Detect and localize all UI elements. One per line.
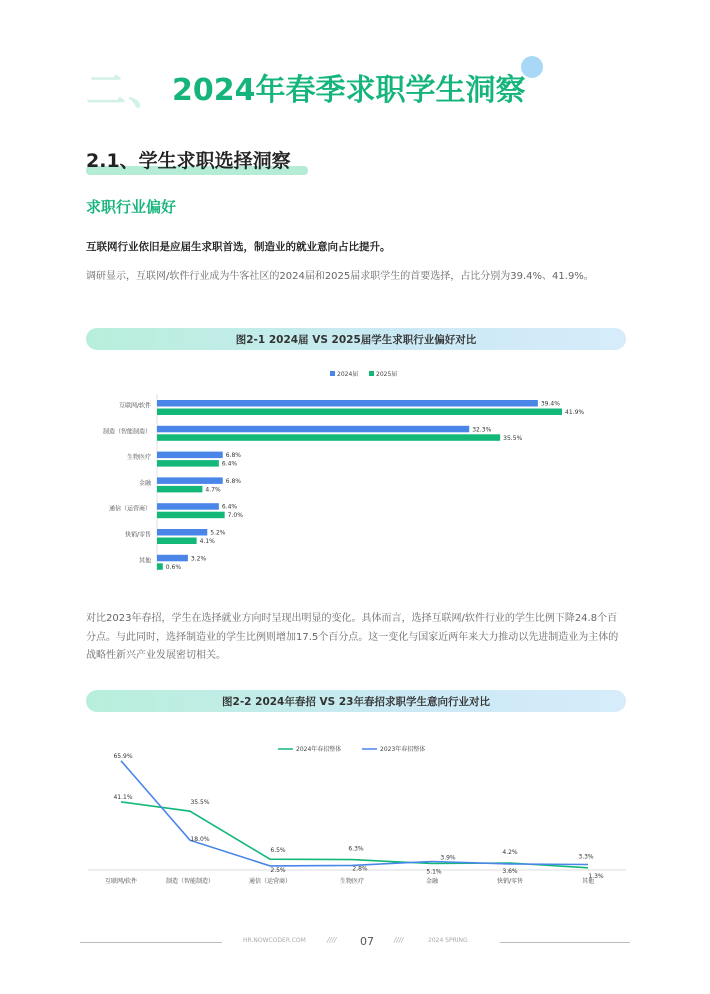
footer-line-right bbox=[500, 942, 630, 943]
bar-0 bbox=[157, 452, 223, 459]
line-value-label: 41.1% bbox=[113, 793, 133, 801]
bar-0 bbox=[157, 503, 219, 510]
category-label: 金融 bbox=[425, 878, 439, 885]
bar-value-label: 6.4% bbox=[221, 460, 238, 468]
category-label: 制造（智能制造） bbox=[165, 878, 215, 885]
line-value-label: 5.1% bbox=[426, 868, 442, 876]
bar-value-label: 5.2% bbox=[210, 529, 226, 537]
category-label: 互联网/软件 bbox=[104, 878, 138, 885]
footer-label: 2024 SPRING bbox=[428, 937, 468, 944]
bar-1 bbox=[157, 512, 225, 519]
chart1-title: 图2-1 2024届 VS 2025届学生求职行业偏好对比 bbox=[86, 328, 626, 350]
line-value-label: 1.3% bbox=[588, 872, 604, 880]
legend-swatch-0 bbox=[330, 371, 335, 376]
bar-1 bbox=[157, 486, 202, 493]
line-chart bbox=[0, 730, 710, 890]
bar-value-label: 6.8% bbox=[225, 452, 241, 460]
line-value-label: 3.6% bbox=[502, 868, 518, 876]
category-label: 快销/零售 bbox=[496, 878, 524, 885]
bar-0 bbox=[157, 529, 207, 536]
line-value-label: 18.0% bbox=[190, 836, 210, 844]
bar-value-label: 0.6% bbox=[165, 563, 182, 571]
line-value-label: 2.8% bbox=[352, 865, 368, 873]
topic-heading: 求职行业偏好 bbox=[86, 198, 177, 216]
category-label: 互联网/软件 bbox=[118, 402, 151, 410]
category-label: 通信（运营商） bbox=[248, 878, 292, 885]
line-value-label: 4.2% bbox=[502, 849, 518, 857]
legend-label-1: 2025届 bbox=[376, 371, 398, 378]
bar-value-label: 39.4% bbox=[540, 400, 560, 408]
legend-swatch-1 bbox=[369, 371, 374, 376]
bar-0 bbox=[157, 555, 188, 562]
footer-separator-right: //// bbox=[394, 936, 404, 944]
bar-0 bbox=[157, 400, 538, 407]
lead-sentence: 互联网行业依旧是应届生求职首选，制造业的就业意向占比提升。 bbox=[86, 241, 391, 253]
category-label: 生物医疗 bbox=[126, 454, 151, 462]
footer-line-left bbox=[80, 942, 222, 943]
category-label: 其他 bbox=[138, 557, 151, 565]
bar-0 bbox=[157, 426, 469, 433]
bar-1 bbox=[157, 409, 562, 416]
category-label: 金融 bbox=[138, 479, 151, 487]
category-label: 其他 bbox=[581, 878, 595, 885]
bar-1 bbox=[157, 460, 219, 467]
section-title: 2024年春季求职学生洞察 bbox=[172, 73, 526, 108]
bar-value-label: 6.8% bbox=[225, 477, 241, 485]
legend-label-1: 2023年春招整体 bbox=[380, 746, 426, 753]
line-value-label: 2.5% bbox=[270, 866, 286, 874]
line-value-label: 6.5% bbox=[270, 847, 286, 855]
category-label: 生物医疗 bbox=[339, 878, 365, 885]
chart2-title: 图2-2 2024年春招 VS 23年春招求职学生意向行业对比 bbox=[86, 690, 626, 712]
footer-separator-left: //// bbox=[327, 936, 337, 944]
legend-label-0: 2024届 bbox=[337, 371, 359, 378]
line-value-label: 6.3% bbox=[348, 845, 364, 853]
bar-chart bbox=[0, 360, 710, 575]
line-value-label: 3.3% bbox=[578, 853, 594, 861]
bar-0 bbox=[157, 477, 223, 484]
bar-value-label: 4.7% bbox=[205, 486, 221, 494]
bar-value-label: 4.1% bbox=[199, 538, 215, 545]
section-header bbox=[86, 62, 526, 112]
category-label: 制造（智能制造） bbox=[102, 428, 151, 436]
bar-value-label: 6.4% bbox=[221, 503, 238, 511]
bar-value-label: 7.0% bbox=[227, 512, 243, 520]
bar-1 bbox=[157, 434, 500, 441]
paragraph-1: 调研显示，互联网/软件行业成为牛客社区的2024届和2025届求职学生的首要选择，占比分别为39.4%、41.9%。 bbox=[86, 271, 594, 282]
line-value-label: 3.9% bbox=[440, 854, 456, 862]
line-value-label: 65.9% bbox=[113, 752, 133, 760]
series-line-0 bbox=[121, 802, 588, 868]
category-label: 快销/零售 bbox=[124, 531, 151, 539]
bar-1 bbox=[157, 563, 163, 570]
bar-value-label: 41.9% bbox=[565, 409, 585, 416]
subsection-title: 2.1、学生求职选择洞察 bbox=[86, 150, 291, 172]
bar-1 bbox=[157, 538, 197, 545]
bar-value-label: 35.5% bbox=[503, 434, 523, 442]
paragraph-2: 对比2023年春招，学生在选择就业方向时呈现出明显的变化。具体而言，选择互联网/软件行业的学生比例下降24.8个百分点。与此同时，选择制造业的学生比例则增加17.5个百分点。这一变化与国家近两年来大力推动以先进制造业为主体的战略性新兴产业发展密切相关。 bbox=[86, 613, 619, 661]
category-label: 通信（运营商） bbox=[108, 505, 151, 513]
page-number: 07 bbox=[360, 935, 374, 948]
subsection-header bbox=[86, 146, 291, 173]
bar-value-label: 3.2% bbox=[190, 555, 207, 563]
bar-value-label: 32.3% bbox=[472, 426, 492, 434]
legend-label-0: 2024年春招整体 bbox=[296, 746, 342, 753]
section-number: 二、 bbox=[86, 67, 170, 114]
footer-site: HR.NOWCODER.COM bbox=[243, 937, 306, 944]
line-value-label: 35.5% bbox=[190, 799, 210, 807]
